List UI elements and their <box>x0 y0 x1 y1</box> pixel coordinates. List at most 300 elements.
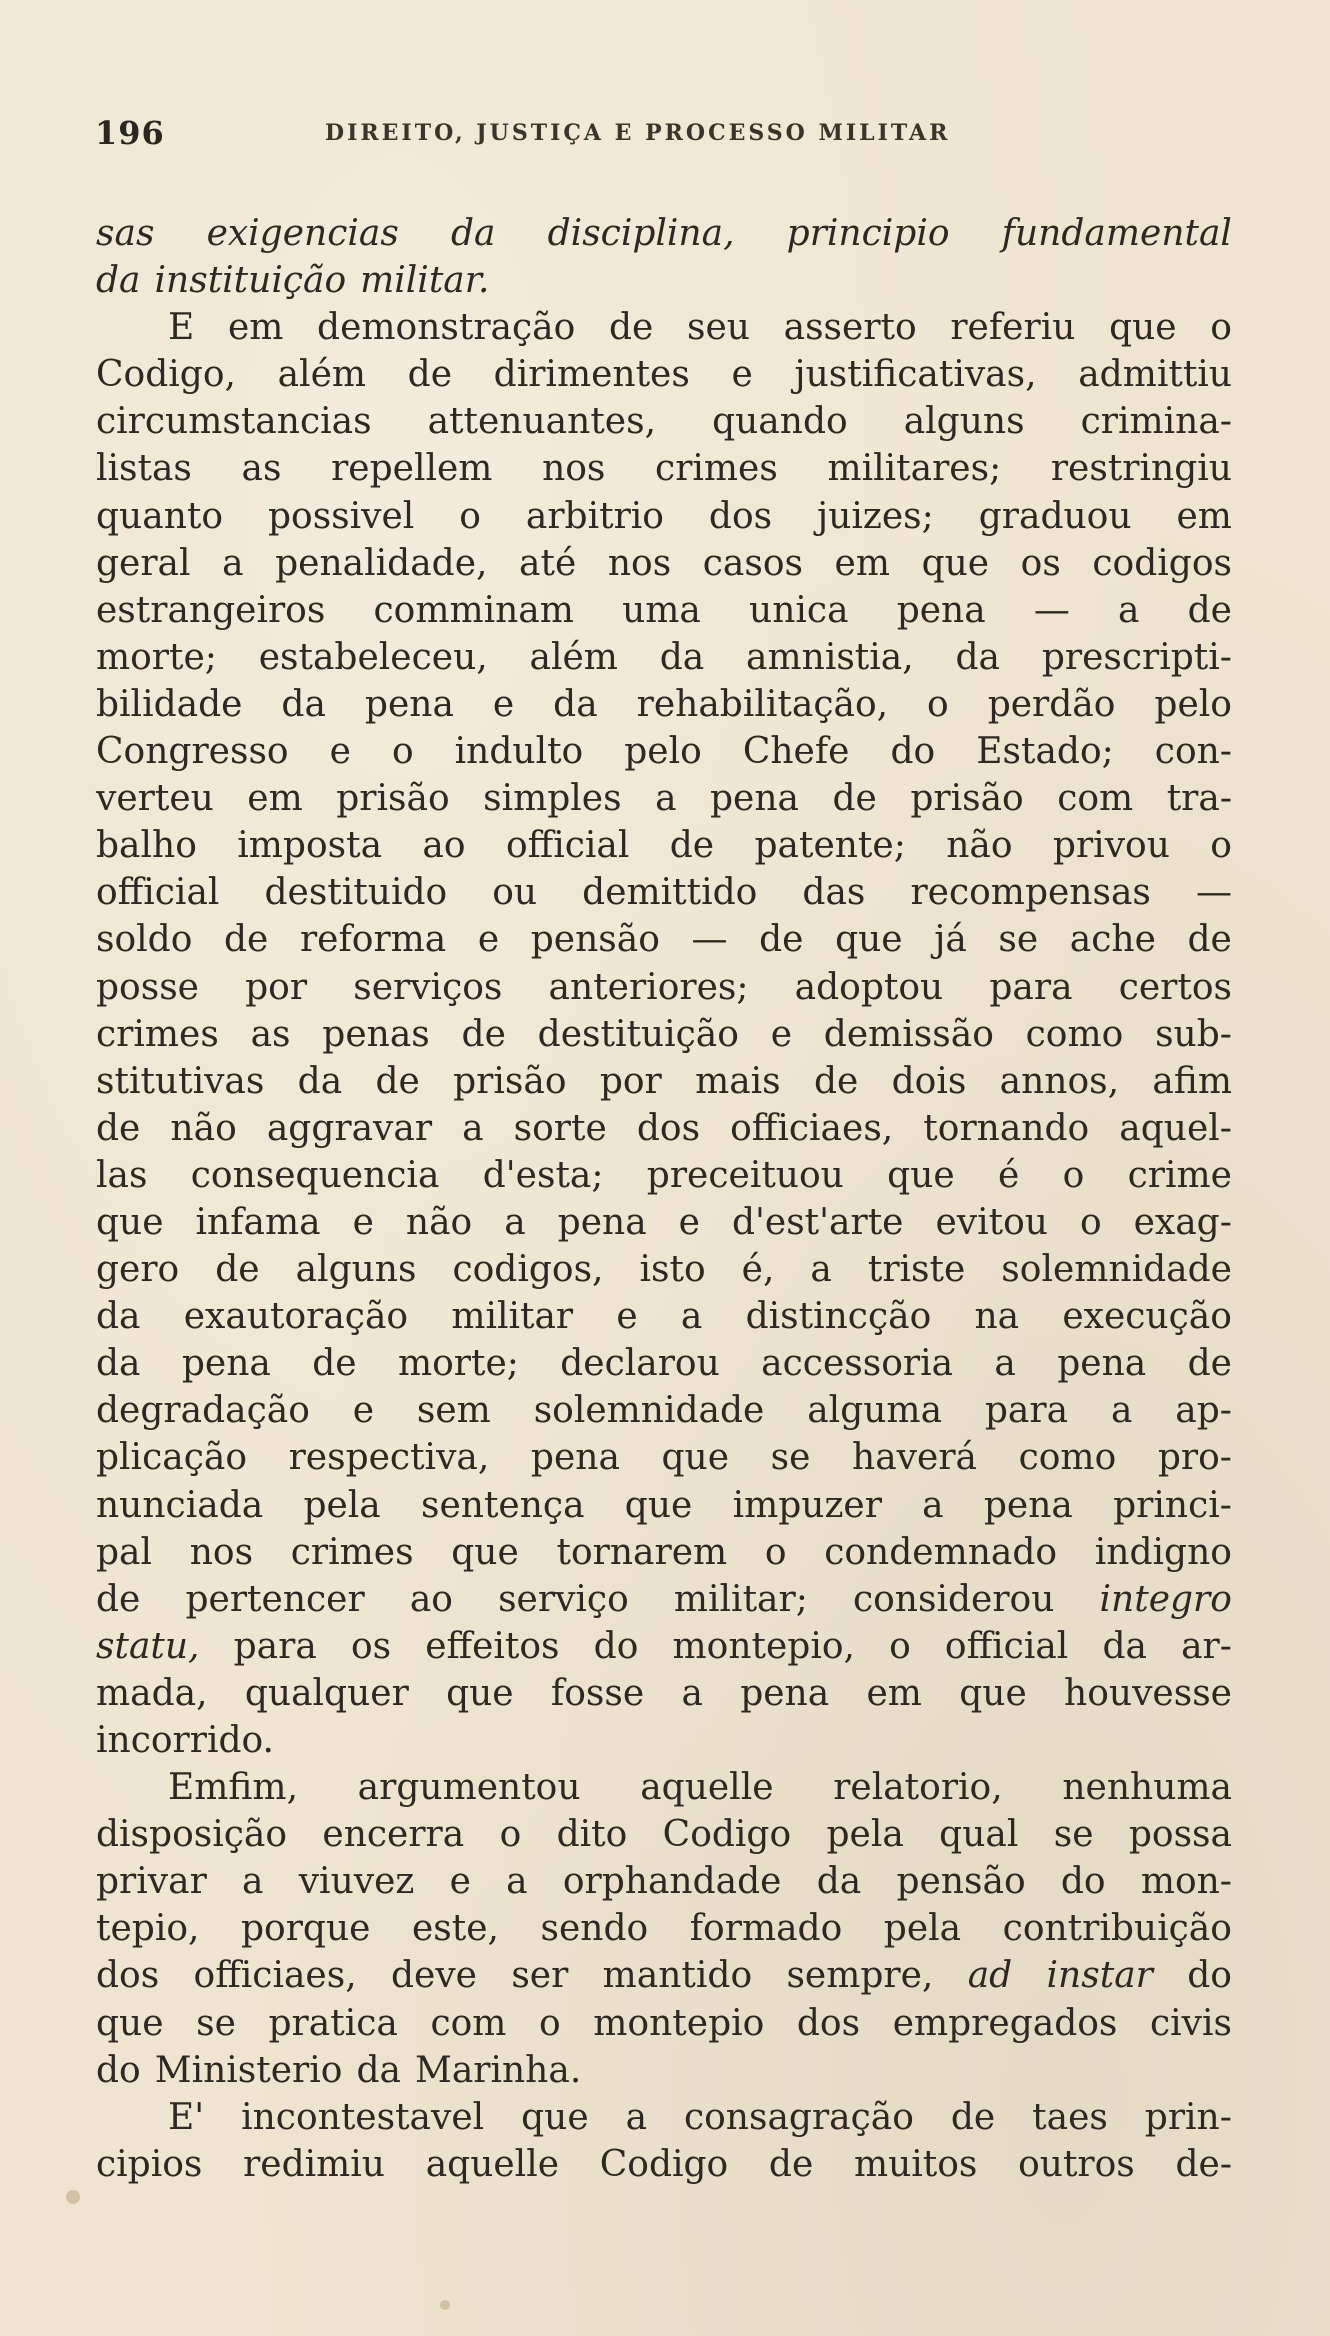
word: penas <box>322 1013 430 1055</box>
word: por <box>599 1060 662 1102</box>
word: o <box>499 1814 522 1856</box>
word: mais <box>695 1060 781 1102</box>
word: tra- <box>1166 778 1232 820</box>
word: e <box>678 1201 700 1243</box>
word: o <box>764 1531 787 1573</box>
page-header <box>95 114 1235 154</box>
word: estrangeiros <box>96 589 326 631</box>
word: arbitrio <box>525 495 664 537</box>
word: empregados <box>892 2002 1118 2044</box>
word: possa <box>1128 1814 1232 1856</box>
text-line <box>96 2000 1232 2047</box>
word: de <box>950 2096 996 2138</box>
word: pensão <box>530 919 660 961</box>
word: e <box>329 731 351 773</box>
word: crimes <box>655 448 778 490</box>
word: penalidade, <box>275 542 488 584</box>
word: é <box>998 1154 1020 1196</box>
word: e <box>731 354 753 396</box>
word: relatorio, <box>833 1767 1003 1809</box>
word: possivel <box>267 495 415 537</box>
word: da <box>356 2049 401 2091</box>
text-line <box>96 1811 1232 1858</box>
word: principio <box>786 213 950 254</box>
text-line <box>96 1905 1232 1952</box>
word: para <box>989 966 1073 1008</box>
text-line <box>96 1952 1232 1999</box>
word: d'est'arte <box>731 1201 904 1243</box>
word: do <box>1187 1955 1232 1997</box>
word: que <box>959 1672 1027 1714</box>
word: e <box>449 1861 471 1903</box>
word: de <box>407 354 453 396</box>
word: infama <box>195 1201 321 1243</box>
word: por <box>245 966 308 1008</box>
word: a <box>994 1343 1016 1385</box>
word: ar- <box>1181 1625 1232 1667</box>
word: que <box>1109 307 1177 349</box>
text-line <box>96 210 1232 257</box>
word: o <box>927 683 949 725</box>
word: da <box>955 636 1001 678</box>
word: tornando <box>923 1107 1090 1149</box>
word: redimiu <box>243 2143 385 2185</box>
word: sem <box>416 1390 491 1432</box>
text-line <box>96 1434 1232 1481</box>
word: pena <box>530 1437 620 1479</box>
word: porque <box>240 1908 371 1950</box>
word: condemnado <box>824 1531 1058 1573</box>
word: da <box>96 260 141 302</box>
text-line <box>96 775 1232 822</box>
word: triste <box>867 1249 966 1291</box>
word: codigos, <box>452 1249 604 1291</box>
word: da <box>96 1343 141 1385</box>
word: listas <box>96 448 192 490</box>
word: codigos <box>1092 542 1232 584</box>
word: de- <box>1175 2143 1232 2185</box>
word: tornarem <box>556 1531 728 1573</box>
word: integro <box>1099 1578 1232 1620</box>
word: crime <box>1127 1154 1232 1196</box>
word: a <box>462 1107 484 1149</box>
word: da <box>96 1296 141 1338</box>
text-line <box>96 916 1232 963</box>
word: encerra <box>322 1814 465 1856</box>
word: fosse <box>550 1672 645 1714</box>
word: recompensas <box>910 872 1151 914</box>
word: deve <box>390 1955 477 1997</box>
word: stitutivas <box>96 1060 265 1102</box>
word: em <box>834 542 890 584</box>
word: demissão <box>823 1013 994 1055</box>
word: as <box>250 1013 291 1055</box>
word: graduou <box>978 495 1132 537</box>
word: effeitos <box>425 1625 560 1667</box>
word: a <box>681 1672 703 1714</box>
word: que <box>661 1437 730 1479</box>
word: da <box>281 683 326 725</box>
word: morte; <box>397 1343 519 1385</box>
word: official <box>944 1625 1069 1667</box>
word: militar <box>451 1296 574 1338</box>
word: geral <box>96 542 191 584</box>
word: crimes <box>290 1531 414 1573</box>
word: em <box>227 307 284 349</box>
page-blemish <box>440 2300 450 2310</box>
word: aquelle <box>425 2143 560 2185</box>
word: bilidade <box>96 683 243 725</box>
word: aggravar <box>266 1107 433 1149</box>
word: disciplina, <box>547 213 735 254</box>
word: com <box>430 2002 507 2044</box>
word: o <box>539 2002 561 2044</box>
page-blemish <box>66 2190 80 2204</box>
word: ap- <box>1175 1390 1232 1432</box>
word: alguns <box>295 1249 417 1291</box>
word: a <box>655 778 677 820</box>
text-line <box>96 869 1232 916</box>
word: demittido <box>582 872 758 914</box>
word: e <box>770 1013 793 1055</box>
word: considerou <box>852 1578 1055 1620</box>
word: argumentou <box>357 1767 581 1809</box>
word: já <box>934 919 967 961</box>
word: de <box>223 919 269 961</box>
text-line <box>96 1576 1232 1623</box>
word: nos <box>607 542 672 584</box>
word: attenuantes, <box>427 401 657 443</box>
word: statu, <box>96 1625 200 1667</box>
word: incorrido. <box>96 1720 274 1761</box>
word: de <box>1187 1343 1232 1385</box>
word: de <box>669 825 715 867</box>
text-line <box>96 1717 1232 1764</box>
word: viuvez <box>298 1861 415 1903</box>
word: a <box>242 1861 264 1903</box>
word: dos <box>96 1955 160 1997</box>
word: os <box>1020 542 1061 584</box>
text-line <box>96 540 1232 587</box>
word: repellem <box>331 448 493 490</box>
word: demonstração <box>317 307 576 349</box>
word: de <box>312 1343 357 1385</box>
word: degradação <box>96 1390 310 1432</box>
word: privar <box>96 1861 207 1903</box>
word: juizes; <box>817 495 934 537</box>
text-line <box>96 1482 1232 1529</box>
word: destituido <box>264 872 448 914</box>
text-line <box>96 1764 1232 1811</box>
word: official <box>505 825 630 867</box>
word: pena <box>557 1201 647 1243</box>
word: serviços <box>353 966 503 1008</box>
word: na <box>974 1296 1020 1338</box>
word: a <box>222 542 244 584</box>
word: consagração <box>683 2096 914 2138</box>
word: de <box>1187 919 1232 961</box>
text-line <box>96 493 1232 540</box>
word: do <box>593 1625 639 1667</box>
word: civis <box>1149 2002 1232 2044</box>
word: reforma <box>299 919 447 961</box>
word: nunciada <box>96 1484 264 1526</box>
word: prescripti- <box>1041 636 1232 678</box>
word: aquel- <box>1119 1107 1232 1149</box>
word: con- <box>1154 731 1232 773</box>
word: instituição <box>154 260 347 302</box>
text-line <box>96 1623 1232 1670</box>
word: de <box>813 1060 859 1102</box>
word: a <box>506 1861 528 1903</box>
word: pena <box>710 778 800 820</box>
word: se <box>1053 1814 1094 1856</box>
word: exautoração <box>183 1296 409 1338</box>
word: montepio, <box>672 1625 855 1667</box>
word: rehabilitação, <box>636 683 889 725</box>
word: em <box>866 1672 922 1714</box>
page-number: 196 <box>95 114 165 152</box>
word: admittiu <box>1078 354 1232 396</box>
text-line <box>96 1858 1232 1905</box>
word: unica <box>749 589 849 631</box>
word: privou <box>1052 825 1170 867</box>
word: balho <box>96 825 197 867</box>
word: fundamental <box>1001 213 1232 254</box>
word: montepio <box>593 2002 765 2044</box>
running-head: DIREITO, JUSTIÇA E PROCESSO MILITAR <box>325 120 951 146</box>
word: E <box>168 307 195 349</box>
word: solemnidade <box>533 1390 765 1432</box>
word: o <box>1079 1201 1102 1243</box>
word: que <box>451 1531 519 1573</box>
word: pena <box>1057 1343 1147 1385</box>
word: afim <box>1152 1060 1232 1102</box>
word: se <box>770 1437 811 1479</box>
word: preceituou <box>646 1154 844 1196</box>
word: perdão <box>987 683 1116 725</box>
word: incontestavel <box>241 2096 485 2138</box>
text-line <box>96 964 1232 1011</box>
word: de <box>215 1249 260 1291</box>
word: evitou <box>935 1201 1048 1243</box>
word: — <box>1033 589 1070 631</box>
text-line <box>96 351 1232 398</box>
word: Chefe <box>742 731 850 773</box>
text-line <box>96 1387 1232 1434</box>
word: pela <box>883 1908 962 1950</box>
word: nos <box>542 448 606 490</box>
word: serviço <box>498 1578 629 1620</box>
text-line <box>96 1152 1232 1199</box>
word: de <box>461 1013 506 1055</box>
word: o <box>1210 825 1232 867</box>
word: pela <box>303 1484 381 1526</box>
word: quando <box>712 401 848 443</box>
word: comminam <box>373 589 574 631</box>
word: pro- <box>1157 1437 1232 1479</box>
word: a <box>810 1249 832 1291</box>
word: formado <box>689 1908 843 1950</box>
word: qual <box>939 1814 1019 1856</box>
text-line <box>96 634 1232 681</box>
word: aquelle <box>640 1767 774 1809</box>
word: solemnidade <box>1001 1249 1232 1291</box>
word: Emfim, <box>168 1767 299 1809</box>
word: de <box>768 2143 814 2185</box>
word: mantido <box>602 1955 753 1997</box>
text-line <box>96 1293 1232 1340</box>
word: ser <box>511 1955 569 1997</box>
word: com <box>1057 778 1134 820</box>
word: orphandade <box>562 1861 782 1903</box>
word: Marinha. <box>414 2049 582 2091</box>
word: Ministerio <box>154 2049 343 2091</box>
word: accessoria <box>761 1343 954 1385</box>
word: que <box>624 1484 693 1526</box>
text-line <box>96 398 1232 445</box>
word: execução <box>1062 1296 1232 1338</box>
word: posse <box>96 966 199 1008</box>
word: das <box>802 872 866 914</box>
word: certos <box>1118 966 1232 1008</box>
word: Codigo, <box>96 354 236 396</box>
word: da <box>659 636 705 678</box>
word: casos <box>702 542 803 584</box>
word: Estado; <box>976 731 1114 773</box>
word: não <box>946 825 1013 867</box>
word: prisão <box>453 1060 567 1102</box>
word: circumstancias <box>96 401 372 443</box>
text-line <box>96 681 1232 728</box>
word: de <box>759 919 804 961</box>
word: soldo <box>96 919 193 961</box>
word: ao <box>409 1578 453 1620</box>
word: crimina- <box>1080 401 1232 443</box>
word: ache <box>1069 919 1156 961</box>
word: para <box>984 1390 1069 1432</box>
word: crimes <box>96 1013 219 1055</box>
word: disposição <box>96 1814 288 1856</box>
word: morte; <box>96 636 217 678</box>
text-line <box>96 2141 1232 2188</box>
word: da <box>1102 1625 1147 1667</box>
word: como <box>1018 1437 1117 1479</box>
text-line <box>96 822 1232 869</box>
word: e <box>352 1390 375 1432</box>
word: uma <box>622 589 701 631</box>
word: pena <box>740 1672 830 1714</box>
word: simples <box>483 778 622 820</box>
word: sentença <box>421 1484 585 1526</box>
word: instar <box>1046 1955 1153 1997</box>
word: não <box>405 1201 473 1243</box>
body-text <box>96 210 1232 2188</box>
word: Codigo <box>599 2143 729 2185</box>
word: dos <box>636 1107 701 1149</box>
word: pena <box>896 589 986 631</box>
text-line <box>96 1340 1232 1387</box>
word: imposta <box>237 825 383 867</box>
word: officiaes, <box>193 1955 357 1997</box>
word: pela <box>826 1814 904 1856</box>
word: o <box>889 1625 911 1667</box>
word: estabeleceu, <box>258 636 488 678</box>
word: cipios <box>96 2143 203 2185</box>
word: se <box>196 2002 236 2044</box>
word: dois <box>891 1060 967 1102</box>
word: que <box>446 1672 514 1714</box>
word: prisão <box>910 778 1024 820</box>
word: de <box>1187 589 1232 631</box>
word: sub- <box>1155 1013 1232 1055</box>
word: verteu <box>96 778 214 820</box>
text-line <box>96 1011 1232 1058</box>
word: Congresso <box>96 731 289 773</box>
word: patente; <box>754 825 906 867</box>
word: da <box>450 213 496 254</box>
word: indulto <box>454 731 584 773</box>
word: taes <box>1032 2096 1108 2138</box>
word: dos <box>796 2002 861 2044</box>
word: mon- <box>1140 1861 1232 1903</box>
word: que <box>96 1201 164 1243</box>
word: o <box>459 495 481 537</box>
word: restringiu <box>1050 448 1232 490</box>
word: da <box>297 1060 343 1102</box>
word: em <box>247 778 303 820</box>
word: distincção <box>745 1296 932 1338</box>
word: contribuição <box>1002 1908 1232 1950</box>
word: seu <box>686 307 750 349</box>
word: nos <box>189 1531 254 1573</box>
text-line <box>96 2094 1232 2141</box>
word: e <box>352 1201 374 1243</box>
word: além <box>529 636 618 678</box>
word: las <box>96 1154 148 1196</box>
word: justificativas, <box>794 354 1037 396</box>
word: o <box>391 731 414 773</box>
word: plicação <box>96 1437 247 1479</box>
text-line <box>96 304 1232 351</box>
word: prisão <box>336 778 450 820</box>
word: alguma <box>807 1390 943 1432</box>
word: ad <box>967 1955 1013 1997</box>
word: sas <box>96 213 155 254</box>
word: o <box>1210 307 1232 349</box>
word: tepio, <box>96 1908 200 1950</box>
word: quanto <box>96 495 224 537</box>
word: militares; <box>827 448 1002 490</box>
word: pelo <box>1154 683 1232 725</box>
word: pal <box>96 1531 153 1573</box>
word: dirimentes <box>493 354 690 396</box>
word: este, <box>411 1908 499 1950</box>
text-line <box>96 2047 1232 2094</box>
text-line <box>96 1246 1232 1293</box>
word: prin- <box>1144 2096 1232 2138</box>
word: amnistia, <box>746 636 914 678</box>
word: do <box>96 2049 141 2091</box>
word: e <box>477 919 500 961</box>
word: os <box>350 1625 392 1667</box>
word: a <box>922 1484 944 1526</box>
word: referiu <box>950 307 1076 349</box>
word: E' <box>168 2096 205 2138</box>
word: anteriores; <box>548 966 749 1008</box>
word: adoptou <box>794 966 944 1008</box>
word: d'esta; <box>482 1154 604 1196</box>
